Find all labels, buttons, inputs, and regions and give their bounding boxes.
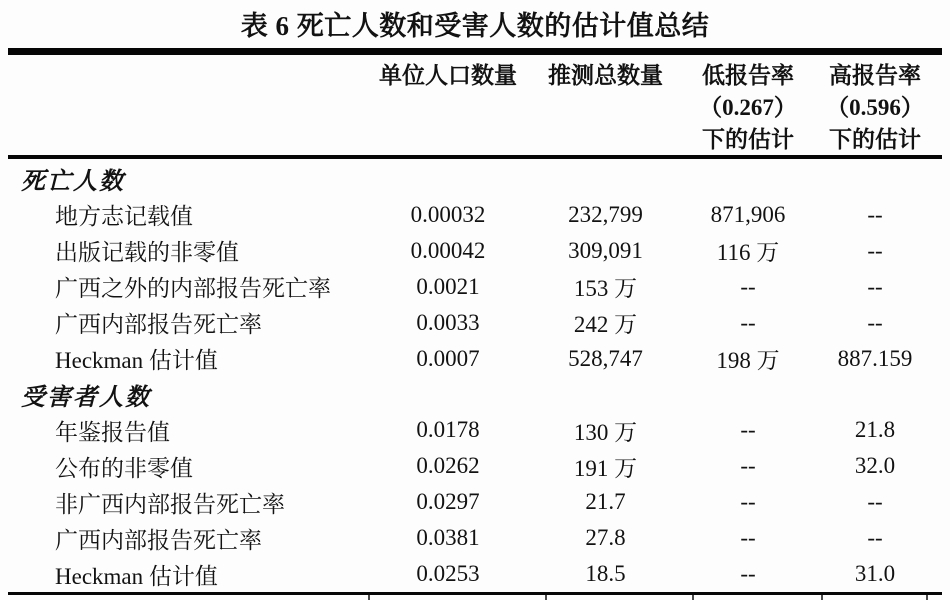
cell-value: 32.0	[854, 453, 896, 479]
cell-value: 528,747	[568, 345, 643, 371]
header-col-high-report-rate	[808, 60, 942, 156]
table-row	[8, 233, 942, 269]
cell-value: --	[867, 201, 883, 227]
cell-value: --	[867, 525, 883, 551]
cell-value: --	[740, 489, 756, 515]
table-row	[8, 412, 942, 448]
row-label: 出版记载的非零值	[55, 240, 239, 266]
table-row	[8, 341, 942, 377]
cell-value: --	[867, 273, 883, 299]
cell-value: --	[867, 237, 883, 263]
row-label: 广西内部报告死亡率	[55, 527, 262, 553]
header-line: 低报告率	[702, 63, 794, 88]
cell-value: 18.5	[585, 561, 626, 587]
cell-value: 232,799	[568, 201, 643, 227]
row-label: 公布的非零值	[55, 455, 193, 481]
row-label: Heckman 估计值	[55, 563, 218, 589]
cell-value: 116 万	[716, 240, 780, 266]
header-line: 高报告率	[829, 63, 921, 88]
cell-value: 198 万	[716, 348, 780, 374]
cell-value: 309,091	[568, 237, 643, 263]
table-row	[8, 305, 942, 341]
cell-value: --	[867, 309, 883, 335]
cell-border-tick	[821, 595, 823, 600]
bottom-rule	[8, 592, 942, 595]
cell-border-tick	[926, 595, 928, 600]
header-line: 下的估计	[829, 127, 921, 152]
section-label: 受害者人数	[21, 384, 151, 411]
row-label: Heckman 估计值	[55, 348, 218, 374]
cell-value: 0.00032	[410, 201, 486, 227]
table-row	[8, 520, 942, 556]
table-title: 表 6 死亡人数和受害人数的估计值总结	[240, 11, 710, 41]
header-col-low-report-rate	[688, 60, 808, 156]
cell-value: 0.0381	[416, 525, 480, 551]
table-header-row	[8, 60, 942, 156]
cell-value: 21.8	[854, 417, 896, 443]
table-row	[8, 484, 942, 520]
cell-value: --	[740, 273, 756, 299]
row-label: 年鉴报告值	[55, 419, 170, 445]
cell-border-tick	[545, 595, 547, 600]
cell-value: --	[740, 417, 756, 443]
cell-value: 0.0007	[416, 345, 480, 371]
cell-value: --	[740, 525, 756, 551]
cell-value: 0.0033	[416, 309, 480, 335]
header-line: 下的估计	[702, 127, 794, 152]
row-label: 广西之外的内部报告死亡率	[55, 276, 331, 302]
cell-value: 27.8	[585, 525, 626, 551]
cell-value: 871,906	[710, 201, 786, 227]
header-col-unit-population: 单位人口数量	[379, 63, 517, 88]
cell-value: 0.0253	[416, 561, 480, 587]
row-label: 地方志记载值	[55, 204, 193, 230]
table-row	[8, 448, 942, 484]
section-row-victims	[8, 377, 942, 413]
cell-value: 0.0021	[416, 273, 480, 299]
cell-border-tick	[368, 595, 370, 600]
header-col-inferred-total: 推测总数量	[548, 63, 663, 88]
cell-value: 887.159	[837, 345, 913, 371]
cell-value: 130 万	[573, 419, 638, 445]
section-row-deaths	[8, 161, 942, 197]
cell-value: --	[740, 309, 756, 335]
top-rule	[8, 48, 942, 55]
cell-value: 0.0262	[416, 453, 480, 479]
cell-value: 191 万	[573, 455, 638, 481]
cell-value: 0.0178	[416, 417, 480, 443]
row-label: 广西内部报告死亡率	[55, 312, 262, 338]
table-row	[8, 556, 942, 592]
cell-value: --	[740, 561, 756, 587]
cell-value: 242 万	[573, 312, 638, 338]
cell-value: --	[740, 453, 756, 479]
cell-border-tick	[692, 595, 694, 600]
cell-value: 0.00042	[410, 237, 486, 263]
row-label: 非广西内部报告死亡率	[55, 491, 285, 517]
table-row	[8, 197, 942, 233]
section-label: 死亡人数	[21, 169, 125, 196]
table-body	[8, 161, 942, 592]
cell-value: 21.7	[585, 489, 626, 515]
cell-value: --	[867, 489, 883, 515]
table-row	[8, 269, 942, 305]
cell-value: 153 万	[573, 276, 638, 302]
header-line: （0.596）	[826, 95, 924, 120]
cell-value: 0.0297	[416, 489, 480, 515]
header-line: （0.267）	[699, 95, 797, 120]
header-divider-rule	[8, 155, 942, 159]
cell-value: 31.0	[854, 561, 896, 587]
